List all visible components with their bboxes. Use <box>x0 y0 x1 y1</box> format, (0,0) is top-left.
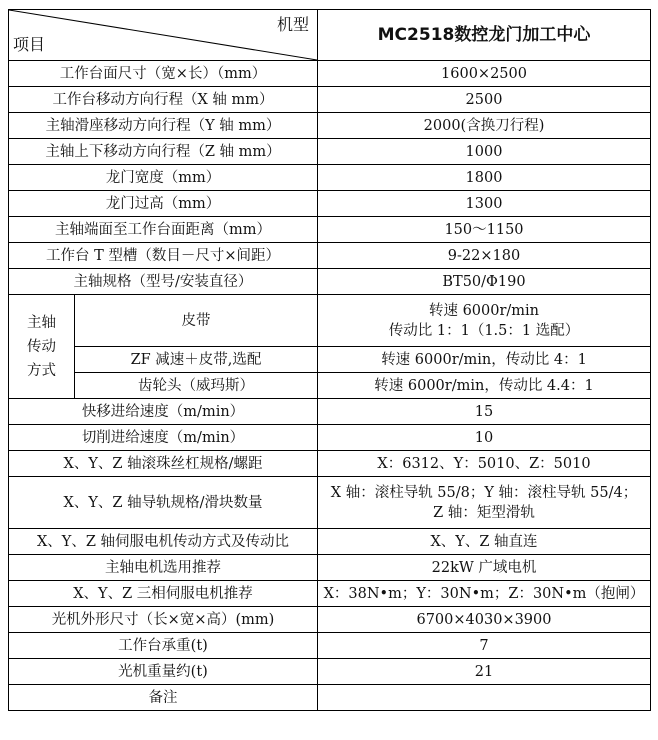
table-row <box>9 477 651 529</box>
row-label: 主轴滑座移动方向行程（Y 轴 mm） <box>9 113 318 139</box>
row-label: 齿轮头（威玛斯） <box>75 373 318 399</box>
table-row <box>9 217 651 243</box>
value-line: 转速 6000r/min <box>428 302 540 319</box>
row-value: BT50/Φ190 <box>318 269 651 295</box>
diagonal-line <box>9 10 317 60</box>
table-row <box>9 451 651 477</box>
row-value <box>318 477 651 529</box>
header-diagonal-cell <box>9 10 318 61</box>
table-row <box>9 373 651 399</box>
row-value: 2500 <box>318 87 651 113</box>
group-label-line: 方式 <box>27 362 56 379</box>
row-label: 工作台移动方向行程（X 轴 mm） <box>9 87 318 113</box>
item-header-label: 项目 <box>13 35 46 54</box>
table-row <box>9 685 651 711</box>
table-row <box>9 659 651 685</box>
table-row <box>9 191 651 217</box>
row-label: 光机外形尺寸（长×宽×高）(mm) <box>9 607 318 633</box>
table-row <box>9 87 651 113</box>
row-value: 1000 <box>318 139 651 165</box>
row-value <box>318 295 651 347</box>
row-label: 龙门过高（mm） <box>9 191 318 217</box>
row-label: 工作台 T 型槽（数目－尺寸×间距） <box>9 243 318 269</box>
value-line: Z 轴：矩型滑轨 <box>433 504 535 521</box>
table-row <box>9 399 651 425</box>
table-row <box>9 607 651 633</box>
row-label: 快移进给速度（m/min） <box>9 399 318 425</box>
row-value: 9-22×180 <box>318 243 651 269</box>
row-label: 主轴电机选用推荐 <box>9 555 318 581</box>
row-label: 皮带 <box>75 295 318 347</box>
table-row <box>9 139 651 165</box>
model-header-label: 机型 <box>276 15 309 34</box>
row-label: 切削进给速度（m/min） <box>9 425 318 451</box>
table-row <box>9 165 651 191</box>
value-line: 传动比 1：1（1.5：1 选配） <box>388 322 580 339</box>
row-value: 1600×2500 <box>318 61 651 87</box>
group-label-line: 主轴 <box>27 314 56 331</box>
row-value: 1800 <box>318 165 651 191</box>
row-label: 光机重量约(t) <box>9 659 318 685</box>
value-line: X 轴：滚柱导轨 55/8；Y 轴：滚柱导轨 55/4； <box>330 484 638 501</box>
row-value: 22kW 广域电机 <box>318 555 651 581</box>
table-row <box>9 347 651 373</box>
table-row <box>9 269 651 295</box>
row-label: 龙门宽度（mm） <box>9 165 318 191</box>
spec-table <box>8 9 651 711</box>
row-value: X、Y、Z 轴直连 <box>318 529 651 555</box>
row-label: 主轴上下移动方向行程（Z 轴 mm） <box>9 139 318 165</box>
row-value: 21 <box>318 659 651 685</box>
row-label: ZF 减速＋皮带,选配 <box>75 347 318 373</box>
row-label: X、Y、Z 三相伺服电机推荐 <box>9 581 318 607</box>
row-value: 转速 6000r/min，传动比 4.4：1 <box>318 373 651 399</box>
table-row <box>9 295 651 347</box>
row-label: 工作台承重(t) <box>9 633 318 659</box>
row-value: 6700×4030×3900 <box>318 607 651 633</box>
table-row <box>9 581 651 607</box>
table-row <box>9 425 651 451</box>
table-row <box>9 633 651 659</box>
table-row <box>9 61 651 87</box>
row-label: 工作台面尺寸（宽×长）（mm） <box>9 61 318 87</box>
row-value: X：38N•m；Y：30N•m；Z：30N•m（抱闸） <box>318 581 651 607</box>
table-row <box>9 243 651 269</box>
remarks-label: 备注 <box>9 685 318 711</box>
table-title: MC2518数控龙门加工中心 <box>318 10 651 61</box>
table-row <box>9 113 651 139</box>
transmission-group-label <box>9 295 75 399</box>
row-value: 2000(含换刀行程) <box>318 113 651 139</box>
row-value: 10 <box>318 425 651 451</box>
row-label: X、Y、Z 轴导轨规格/滑块数量 <box>9 477 318 529</box>
row-label: X、Y、Z 轴滚珠丝杠规格/螺距 <box>9 451 318 477</box>
row-label: 主轴规格（型号/安装直径） <box>9 269 318 295</box>
row-value: 7 <box>318 633 651 659</box>
row-label: X、Y、Z 轴伺服电机传动方式及传动比 <box>9 529 318 555</box>
row-label: 主轴端面至工作台面距离（mm） <box>9 217 318 243</box>
row-value: 15 <box>318 399 651 425</box>
row-value: 150～1150 <box>318 217 651 243</box>
header-row <box>9 10 651 61</box>
row-value: 1300 <box>318 191 651 217</box>
table-row <box>9 555 651 581</box>
table-row <box>9 529 651 555</box>
row-value: 转速 6000r/min，传动比 4：1 <box>318 347 651 373</box>
row-value: X：6312、Y：5010、Z：5010 <box>318 451 651 477</box>
group-label-line: 传动 <box>27 338 56 355</box>
remarks-value <box>318 685 651 711</box>
